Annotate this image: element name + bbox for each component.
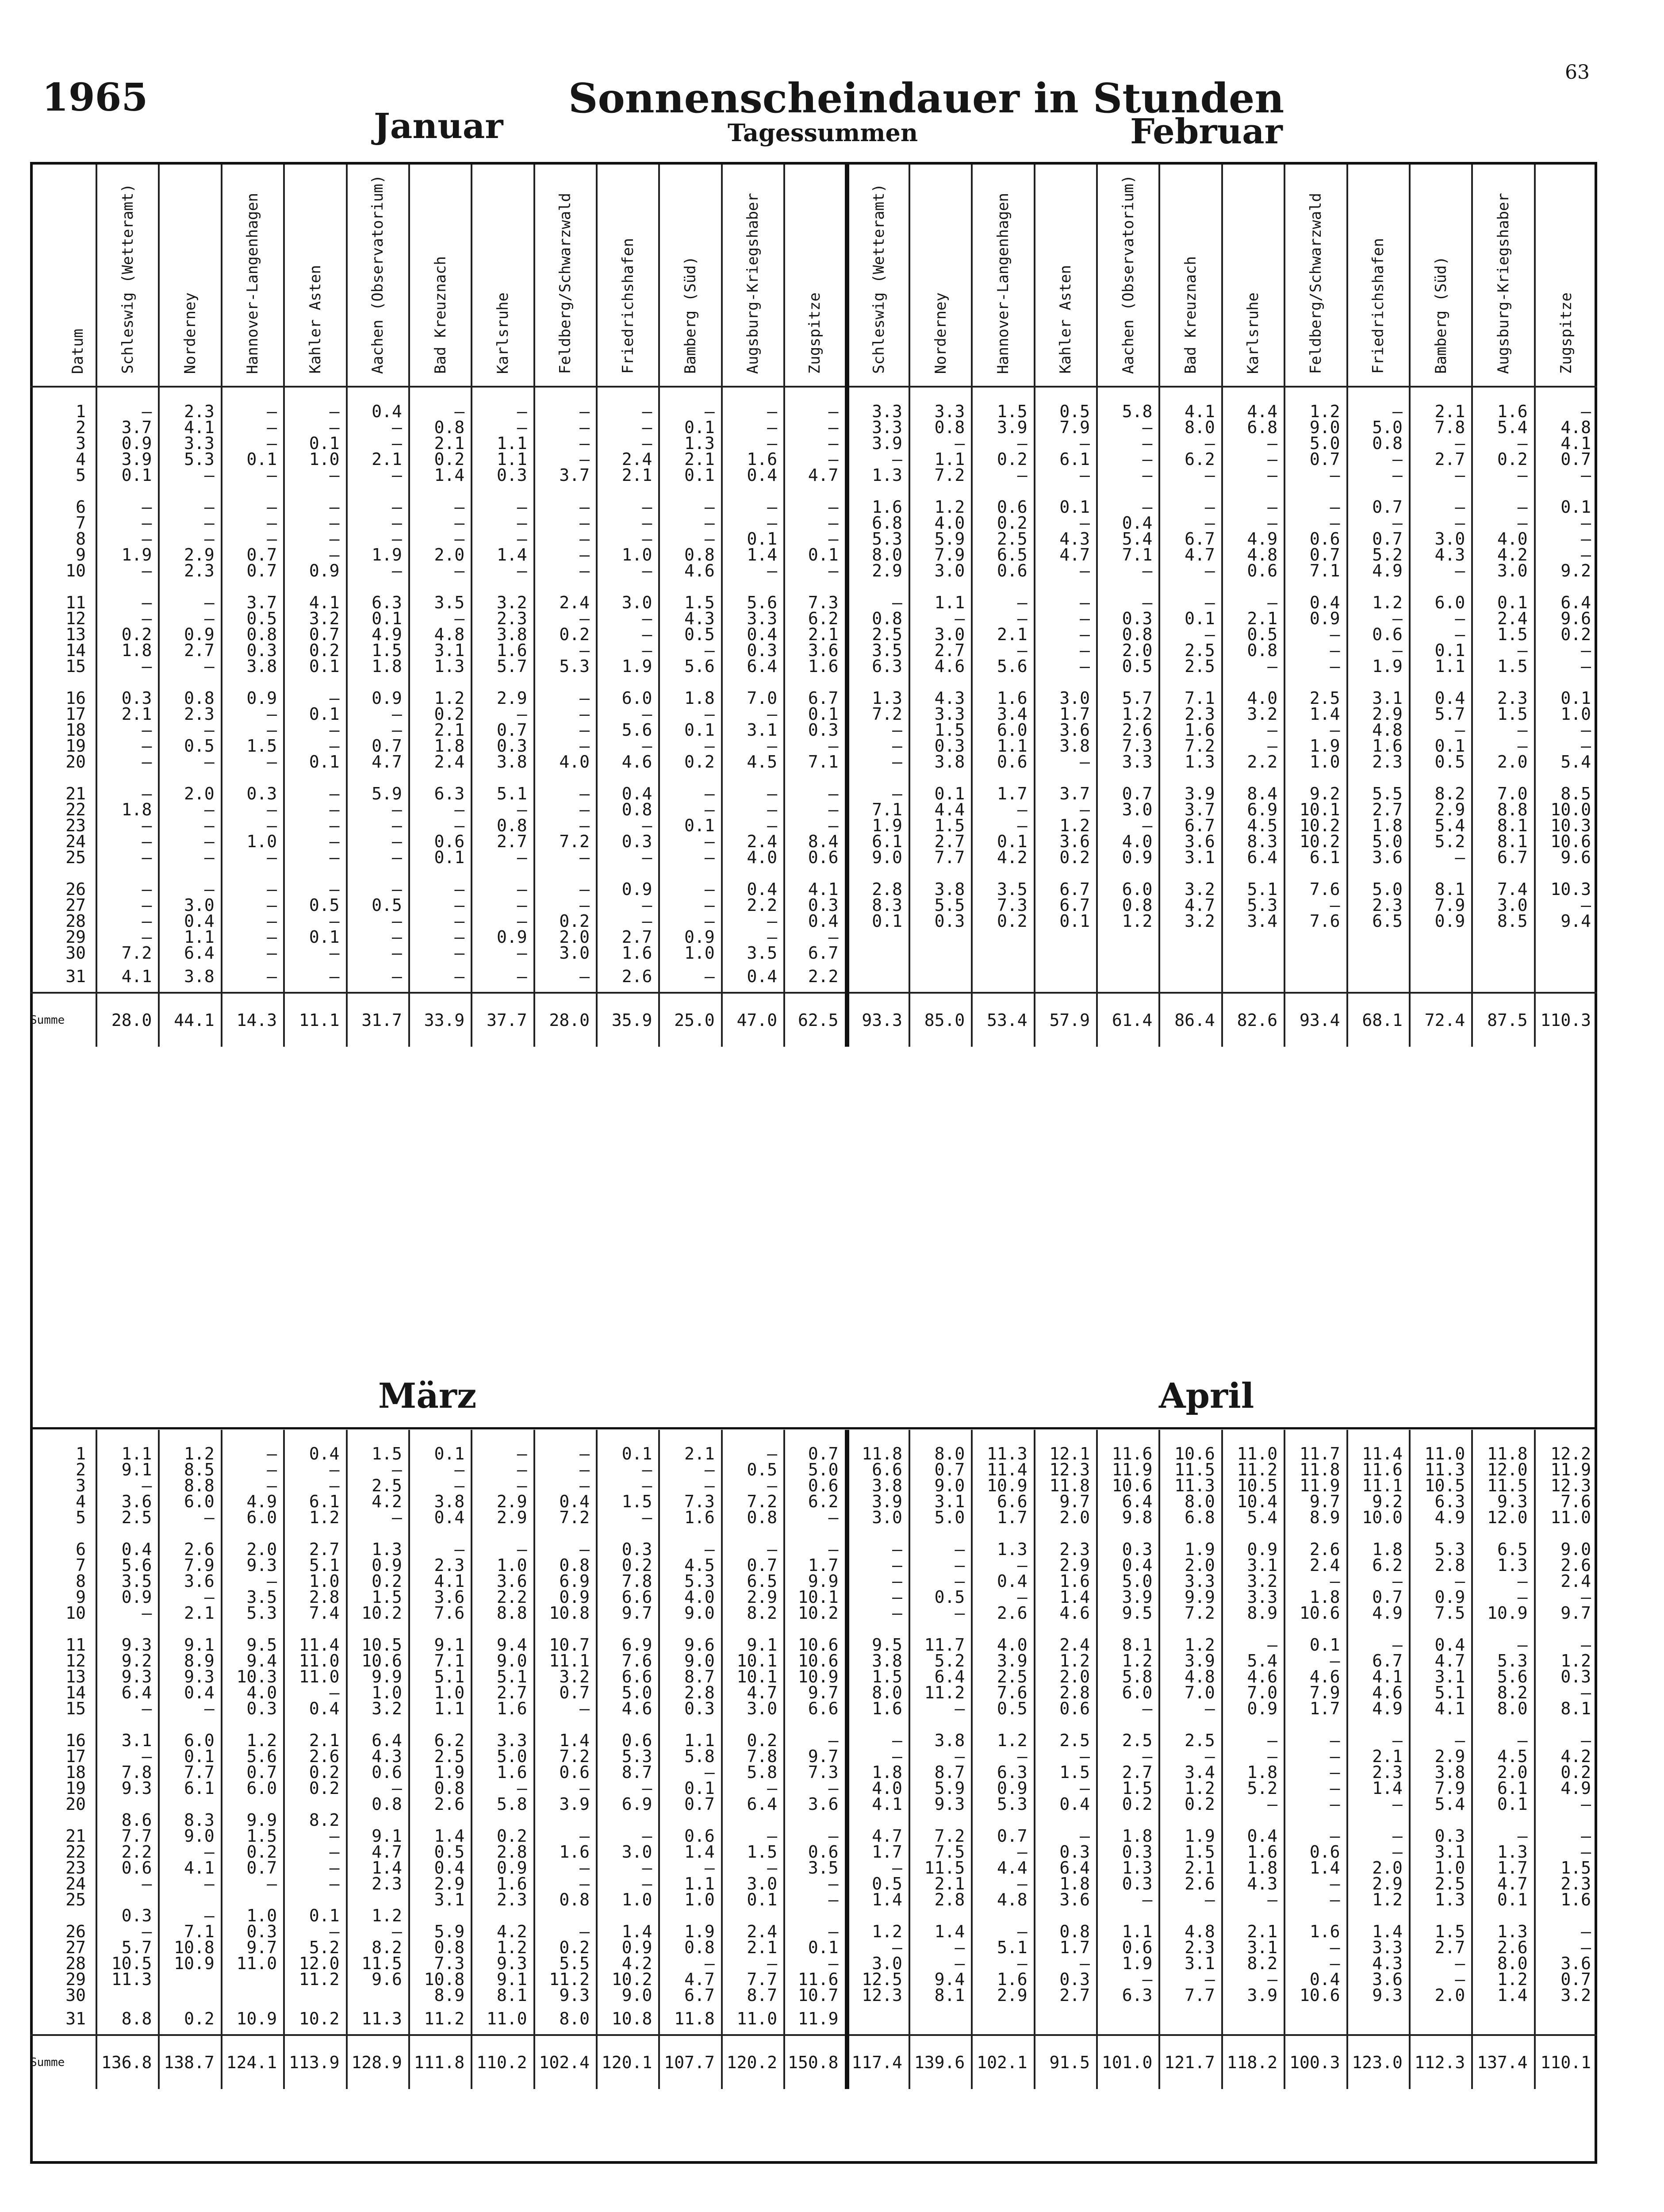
station-daily-values: 11.6 11.9 10.6 6.4 9.8 0.3 0.4 5.0 3.9 9.5 8.1 1.2 5.8 6.0 – 2.5 – 2.7 1.5 0.2 1.8 0.3 1.3 0.3 – 1.1 0.6 1.9 – 6.3 bbox=[1097, 1430, 1159, 2003]
station-header bbox=[222, 165, 284, 387]
station-daily-values: – – – – 4.7 – – – 0.1 – 7.3 6.2 2.1 3.6 1.6 6.7 0.1 0.3 – 7.1 – – – 8.4 0.6 4.1 0.3 0.4 – 6.7 bbox=[784, 387, 847, 961]
station-name: Norderney bbox=[932, 292, 950, 374]
monthly-sum: 139.6 bbox=[909, 2035, 972, 2089]
table-jan-feb bbox=[30, 165, 1597, 1047]
day31-value: 11.0 bbox=[722, 2003, 784, 2035]
day31-value: 10.2 bbox=[284, 2003, 346, 2035]
station-daily-values: – – – 2.4 2.1 – – – 1.0 – 3.0 – – – 1.9 6.0 – 5.6 – 4.6 0.4 0.8 – 0.3 – 0.9 – – 2.7 1.6 bbox=[597, 387, 659, 961]
monthly-sum: 11.1 bbox=[284, 993, 346, 1047]
divider-line bbox=[30, 1427, 1597, 1429]
station-name: Karlsruhe bbox=[494, 292, 512, 374]
day31-value: – bbox=[222, 961, 284, 993]
station-daily-values: 11.0 11.3 10.5 6.3 4.9 5.3 2.8 – 0.9 7.5 0.4 4.7 3.1 5.1 4.1 – 2.9 3.8 7.9 5.4 0.3 3.1 1.0 2.5 1.3 1.5 2.7 – – 2.0 bbox=[1410, 1430, 1472, 2003]
date-label: Datum bbox=[69, 328, 87, 374]
station-daily-values: – 4.8 4.1 0.7 – 0.1 – – – 9.2 6.4 9.6 0.2 – – 0.1 1.0 – – 5.4 8.5 10.0 10.3 10.6 9.6 10.3 – 9.4 bbox=[1535, 387, 1597, 961]
station-daily-values: 3.3 3.3 3.9 – 1.3 1.6 6.8 5.3 8.0 2.9 – 0.8 2.5 3.5 6.3 1.3 7.2 – – – – 7.1 1.9 6.1 9.0 2.8 8.3 0.1 bbox=[847, 387, 909, 961]
station-daily-values: 12.2 11.9 12.3 7.6 11.0 9.0 2.6 2.4 – 9.7 – 1.2 0.3 – 8.1 – 4.2 0.2 4.9 – – – 1.5 2.3 1.6 – – 3.6 0.7 3.2 bbox=[1535, 1430, 1597, 2003]
day31-value: 8.0 bbox=[534, 2003, 597, 2035]
station-daily-values: 3.3 0.8 – 1.1 7.2 1.2 4.0 5.9 7.9 3.0 1.1 – 3.0 2.7 4.6 4.3 3.3 1.5 0.3 3.8 0.1 4.4 1.5 2.7 7.7 3.8 5.5 0.3 bbox=[909, 387, 972, 961]
day31-value bbox=[1535, 2003, 1597, 2035]
day31-value bbox=[972, 2003, 1034, 2035]
station-name: Feldberg/Schwarzwald bbox=[556, 192, 575, 374]
day31-value: 2.6 bbox=[597, 961, 659, 993]
station-name: Kahler Asten bbox=[1057, 265, 1075, 374]
day31-value bbox=[1159, 2003, 1222, 2035]
day31-value: – bbox=[284, 961, 346, 993]
station-header bbox=[1410, 165, 1472, 387]
station-daily-values: 1.6 5.4 – 0.2 – – – 4.0 4.2 3.0 0.1 2.4 1.5 – 1.5 2.3 1.5 – – 2.0 7.0 8.8 8.1 8.1 6.7 7.4 3.0 8.5 bbox=[1472, 387, 1534, 961]
date-column-header bbox=[30, 165, 96, 387]
monthly-sum: 61.4 bbox=[1097, 993, 1159, 1047]
monthly-sum: 87.5 bbox=[1472, 993, 1534, 1047]
monthly-sum: 93.4 bbox=[1284, 993, 1347, 1047]
station-header bbox=[972, 165, 1034, 387]
station-header bbox=[1159, 165, 1222, 387]
station-daily-values: 1.5 3.9 – 0.2 – 0.6 0.2 2.5 6.5 0.6 – – 2.1 – 5.6 1.6 3.4 6.0 1.1 0.6 1.7 – – 0.1 4.2 3.5 7.3 0.2 bbox=[972, 387, 1034, 961]
monthly-sum: 82.6 bbox=[1222, 993, 1284, 1047]
monthly-sum: 14.3 bbox=[222, 993, 284, 1047]
monthly-sum: 120.1 bbox=[597, 2035, 659, 2089]
station-name: Friedrichshafen bbox=[1369, 238, 1388, 374]
monthly-sum: 100.3 bbox=[1284, 2035, 1347, 2089]
monthly-sum-row bbox=[30, 2035, 1597, 2089]
day31-value bbox=[847, 2003, 909, 2035]
daily-values-1-30 bbox=[30, 1430, 1597, 2003]
monthly-sum: 118.2 bbox=[1222, 2035, 1284, 2089]
day31-value: 2.2 bbox=[784, 961, 847, 993]
page-number: 63 bbox=[1565, 61, 1590, 84]
station-daily-values: 4.4 6.8 – – – – – 4.9 4.8 0.6 – 2.1 0.5 0.8 – 4.0 3.2 – – 2.2 8.4 6.9 4.5 8.3 6.4 5.1 5.3 3.4 bbox=[1222, 387, 1284, 961]
station-daily-values: – 0.1 1.3 2.1 0.1 – – – 0.8 4.6 1.5 4.3 0.5 – 5.6 1.8 – 0.1 – 0.2 – – 0.1 – – – – – 0.9 1.0 bbox=[659, 387, 721, 961]
monthly-sum-row bbox=[30, 993, 1597, 1047]
monthly-sum: 101.0 bbox=[1097, 2035, 1159, 2089]
monthly-sum: 28.0 bbox=[96, 993, 159, 1047]
station-daily-values: 12.1 12.3 11.8 9.7 2.0 2.3 2.9 1.6 1.4 4.6 2.4 1.2 2.0 2.8 0.6 2.5 – 1.5 – 0.4 – 0.3 6.4 1.8 3.6 0.8 1.7 – 0.3 2.7 bbox=[1035, 1430, 1097, 2003]
monthly-sum: 35.9 bbox=[597, 993, 659, 1047]
monthly-sum: 136.8 bbox=[96, 2035, 159, 2089]
station-name: Aachen (Observatorium) bbox=[369, 174, 387, 374]
station-name: Karlsruhe bbox=[1244, 292, 1262, 374]
station-name: Augsburg-Kriegshaber bbox=[1494, 192, 1512, 374]
station-daily-values: 10.6 11.5 11.3 8.0 6.8 1.9 2.0 3.3 9.9 7.2 1.2 3.9 4.8 7.0 – 2.5 – 3.4 1.2 0.2 1.9 1.5 2.1 2.6 – 4.8 2.3 3.1 – 7.7 bbox=[1159, 1430, 1222, 2003]
station-name: Bad Kreuznach bbox=[1182, 256, 1200, 374]
station-header bbox=[1035, 165, 1097, 387]
day31-value: – bbox=[347, 961, 409, 993]
station-header bbox=[534, 165, 597, 387]
daily-values-31 bbox=[30, 2003, 1597, 2035]
day-numbers: 1 2 3 4 5 6 7 8 9 10 11 12 13 14 15 16 17 18 19 20 21 22 23 24 25 26 27 28 29 30 bbox=[65, 1444, 86, 2005]
day-numbers: 1 2 3 4 5 6 7 8 9 10 11 12 13 14 15 16 17 18 19 20 21 22 23 24 25 26 27 28 29 30 bbox=[65, 402, 86, 963]
station-header bbox=[784, 165, 847, 387]
station-name: Hannover-Langenhagen bbox=[994, 192, 1012, 374]
day31-value bbox=[1472, 2003, 1534, 2035]
monthly-sum: 121.7 bbox=[1159, 2035, 1222, 2089]
monthly-sum: 31.7 bbox=[347, 993, 409, 1047]
station-daily-values: 5.8 – – – – – 0.4 5.4 7.1 – – 0.3 0.8 2.0 0.5 5.7 1.2 2.6 7.3 3.3 0.7 3.0 – 4.0 0.9 6.0 0.8 1.2 bbox=[1097, 387, 1159, 961]
station-daily-values: 1.2 8.5 8.8 6.0 – 2.6 7.9 3.6 – 2.1 9.1 8.9 9.3 0.4 – 6.0 0.1 7.7 6.1 8.3 9.0 – 4.1 – – 7.1 10.8 10.9 bbox=[159, 1430, 221, 2003]
station-name: Feldberg/Schwarzwald bbox=[1307, 192, 1325, 374]
day31-value: 4.1 bbox=[96, 961, 159, 993]
station-name: Bad Kreuznach bbox=[431, 256, 449, 374]
station-daily-values: 11.3 11.4 10.9 6.6 1.7 1.3 – 0.4 – 2.6 4.0 3.9 2.5 7.6 0.5 1.2 – 6.3 0.9 5.3 0.7 – 4.4 – 4.8 – 5.1 – 1.6 2.9 bbox=[972, 1430, 1034, 2003]
station-header bbox=[159, 165, 221, 387]
monthly-sum: 128.9 bbox=[347, 2035, 409, 2089]
day31-value: 0.2 bbox=[159, 2003, 221, 2035]
station-name: Augsburg-Kriegshaber bbox=[744, 192, 762, 374]
day31-value bbox=[1410, 2003, 1472, 2035]
month-heading-january: Januar bbox=[374, 106, 503, 146]
monthly-sum: 62.5 bbox=[784, 993, 847, 1047]
station-daily-values: 8.0 0.7 9.0 3.1 5.0 – – – 0.5 – 11.7 5.2 6.4 11.2 – 3.8 – 8.7 5.9 9.3 7.2 7.5 11.5 2.1 2.8 1.4 – – 9.4 8.1 bbox=[909, 1430, 972, 2003]
month-heading-april: April bbox=[1159, 1376, 1254, 1416]
day31-value: – bbox=[659, 961, 721, 993]
station-daily-values: 0.1 – – 3.8 0.4 – 2.3 4.1 3.6 7.6 9.1 7.1 5.1 1.0 1.1 6.2 2.5 1.9 0.8 2.6 1.4 0.5 0.4 2.9 3.1 5.9 0.8 7.3 10.8 8.9 bbox=[409, 1430, 472, 2003]
day31-value bbox=[1347, 2003, 1410, 2035]
day31-value bbox=[847, 961, 909, 993]
day31-value: 11.2 bbox=[409, 2003, 472, 2035]
station-header bbox=[659, 165, 721, 387]
station-name: Zugspitze bbox=[1557, 292, 1576, 374]
station-header-row bbox=[30, 165, 1597, 387]
monthly-sum: 37.7 bbox=[472, 993, 534, 1047]
day31-value bbox=[1284, 961, 1347, 993]
year: 1965 bbox=[42, 75, 148, 120]
monthly-sum: 47.0 bbox=[722, 993, 784, 1047]
day31-value bbox=[1097, 2003, 1159, 2035]
monthly-sum: 91.5 bbox=[1035, 2035, 1097, 2089]
station-header bbox=[1347, 165, 1410, 387]
station-header bbox=[472, 165, 534, 387]
station-header bbox=[96, 165, 159, 387]
station-daily-values: 11.0 11.2 10.5 10.4 5.4 0.9 3.1 3.2 3.3 8.9 – 5.4 4.6 7.0 0.9 – – 1.8 5.2 – 0.4 1.6 1.8 4.3 – 2.1 3.1 8.2 – 3.9 bbox=[1222, 1430, 1284, 2003]
station-daily-values: – – – 1.6 0.4 – – 0.1 1.4 – 5.6 3.3 0.4 0.3 6.4 7.0 – 3.1 – 4.5 – – – 2.4 4.0 0.4 2.2 – – 3.5 bbox=[722, 387, 784, 961]
day31-value: 11.3 bbox=[347, 2003, 409, 2035]
monthly-sum: 57.9 bbox=[1035, 993, 1097, 1047]
station-daily-values: 0.7 5.0 0.6 6.2 – – 1.7 9.9 10.1 10.2 10.6 10.6 10.9 9.7 6.6 – 9.7 7.3 – 3.6 – 0.6 3.5 – – – 0.1 – 11.6 10.7 bbox=[784, 1430, 847, 2003]
day31-value bbox=[1159, 961, 1222, 993]
station-daily-values: 1.1 9.1 – 3.6 2.5 0.4 5.6 3.5 0.9 – 9.3 9.2 9.3 6.4 – 3.1 – 7.8 9.3 8.6 7.7 2.2 0.6 – 0.3 – 5.7 10.5 11.3 bbox=[96, 1430, 159, 2003]
station-daily-values: – 5.0 0.8 – – 0.7 – 0.7 5.2 4.9 1.2 – 0.6 – 1.9 3.1 2.9 4.8 1.6 2.3 5.5 2.7 1.8 5.0 3.6 5.0 2.3 6.5 bbox=[1347, 387, 1410, 961]
station-name: Kahler Asten bbox=[306, 265, 324, 374]
station-header bbox=[1222, 165, 1284, 387]
day31-value: – bbox=[409, 961, 472, 993]
month-heading-march: März bbox=[378, 1376, 477, 1416]
day31-value: 8.8 bbox=[96, 2003, 159, 2035]
day31-value: 0.4 bbox=[722, 961, 784, 993]
monthly-sum: 112.3 bbox=[1410, 2035, 1472, 2089]
monthly-sum: 150.8 bbox=[784, 2035, 847, 2089]
station-daily-values: – – – 0.4 7.2 – 0.8 6.9 0.9 10.8 10.7 11.1 3.2 0.7 – 1.4 7.2 0.6 – 3.9 – 1.6 – – 0.8 – 0.2 5.5 11.2 9.3 bbox=[534, 1430, 597, 2003]
monthly-sum: 102.1 bbox=[972, 2035, 1034, 2089]
day31-value bbox=[1347, 961, 1410, 993]
station-header bbox=[847, 165, 909, 387]
daily-values-31 bbox=[30, 961, 1597, 993]
day31-value bbox=[1035, 2003, 1097, 2035]
station-name: Hannover-Langenhagen bbox=[244, 192, 262, 374]
station-daily-values: 2.1 7.8 – 2.7 – – – 3.0 4.3 – 6.0 – – 0.1 1.1 0.4 5.7 – 0.1 0.5 8.2 2.9 5.4 5.2 – 8.1 7.9 0.9 bbox=[1410, 387, 1472, 961]
station-name: Zugspitze bbox=[806, 292, 824, 374]
station-daily-values: 11.8 12.0 11.5 9.3 12.0 6.5 1.3 – – 10.9 – 5.3 5.6 8.2 8.0 – 4.5 2.0 6.1 0.1 – 1.3 1.7 4.7 0.1 1.3 2.6 8.0 1.2 1.4 bbox=[1472, 1430, 1534, 2003]
monthly-sum: 33.9 bbox=[409, 993, 472, 1047]
station-header bbox=[1472, 165, 1534, 387]
monthly-sum: 117.4 bbox=[847, 2035, 909, 2089]
monthly-sum: 102.4 bbox=[534, 2035, 597, 2089]
station-daily-values: – 0.8 2.1 0.2 1.4 – – – 2.0 – 3.5 – 4.8 3.1 1.3 1.2 0.2 2.1 1.8 2.4 6.3 – – 0.6 0.1 – – – – – bbox=[409, 387, 472, 961]
day31-value bbox=[1284, 2003, 1347, 2035]
day31-value bbox=[1222, 961, 1284, 993]
station-name: Aachen (Observatorium) bbox=[1119, 174, 1137, 374]
monthly-sum: 123.0 bbox=[1347, 2035, 1410, 2089]
station-daily-values: 2.1 – – 7.3 1.6 – 4.5 5.3 4.0 9.0 9.6 9.0 8.7 2.8 0.3 1.1 5.8 – 0.1 0.7 0.6 1.4 – 1.1 1.0 1.9 0.8 – 4.7 6.7 bbox=[659, 1430, 721, 2003]
monthly-sum: 53.4 bbox=[972, 993, 1034, 1047]
day31-value bbox=[1535, 961, 1597, 993]
day-number-31: 31 bbox=[65, 2009, 86, 2028]
station-header bbox=[347, 165, 409, 387]
monthly-sum: 110.3 bbox=[1535, 993, 1597, 1047]
page-subtitle: Tagessummen bbox=[728, 119, 918, 147]
monthly-sum: 86.4 bbox=[1159, 993, 1222, 1047]
station-daily-values: 4.1 8.0 – 6.2 – – – 6.7 4.7 – – 0.1 – 2.5 2.5 7.1 2.3 1.6 7.2 1.3 3.9 3.7 6.7 3.6 3.1 3.2 4.7 3.2 bbox=[1159, 387, 1222, 961]
station-daily-values: 11.7 11.8 11.9 9.7 8.9 2.6 2.4 – 1.8 10.6 0.1 – 4.6 7.9 1.7 – – – – – – 0.6 1.4 – – 1.6 – – 0.4 10.6 bbox=[1284, 1430, 1347, 2003]
station-header bbox=[409, 165, 472, 387]
sum-label: Summe bbox=[30, 2035, 96, 2089]
monthly-sum: 68.1 bbox=[1347, 993, 1410, 1047]
station-daily-values: 11.4 11.6 11.1 9.2 10.0 1.8 6.2 – 0.7 4.9 – 6.7 4.1 4.6 4.9 – 2.1 2.3 1.4 – – – 2.0 2.9 1.2 1.4 3.3 4.3 3.6 9.3 bbox=[1347, 1430, 1410, 2003]
monthly-sum: 113.9 bbox=[284, 2035, 346, 2089]
monthly-sum: 138.7 bbox=[159, 2035, 221, 2089]
station-daily-values: – – – 0.1 – – – – 0.7 0.7 3.7 0.5 0.8 0.3 3.8 0.9 – – 1.5 – 0.3 – – 1.0 – – – – – – bbox=[222, 387, 284, 961]
day31-value bbox=[1097, 961, 1159, 993]
station-name: Bamberg (Süd) bbox=[1432, 256, 1450, 374]
station-header bbox=[1535, 165, 1597, 387]
station-daily-values: 1.5 – 2.5 4.2 – 1.3 0.9 0.2 1.5 10.2 10.5 10.6 9.9 1.0 3.2 6.4 4.3 0.6 – 0.8 9.1 4.7 1.4 2.3 1.2 – 8.2 11.5 9.6 bbox=[347, 1430, 409, 2003]
day31-value: 10.9 bbox=[222, 2003, 284, 2035]
day31-value bbox=[1472, 961, 1534, 993]
table-mar-apr bbox=[30, 1430, 1597, 2089]
station-daily-values: – 3.7 0.9 3.9 0.1 – – – 1.9 – – – 0.2 1.8 – 0.3 2.1 – – – – 1.8 – – – – – – – 7.2 bbox=[96, 387, 159, 961]
station-name: Schleswig (Wetteramt) bbox=[119, 184, 137, 374]
monthly-sum: 72.4 bbox=[1410, 993, 1472, 1047]
station-name: Friedrichshafen bbox=[619, 238, 637, 374]
monthly-sum: 25.0 bbox=[659, 993, 721, 1047]
day31-value: 10.8 bbox=[597, 2003, 659, 2035]
day31-value: 3.8 bbox=[159, 961, 221, 993]
day31-value bbox=[1410, 961, 1472, 993]
station-daily-values: – – – 2.9 2.9 – 1.0 3.6 2.2 8.8 9.4 9.0 5.1 2.7 1.6 3.3 5.0 1.6 – 5.8 0.2 2.8 0.9 1.6 2.3 4.2 1.2 9.3 9.1 8.1 bbox=[472, 1430, 534, 2003]
monthly-sum: 107.7 bbox=[659, 2035, 721, 2089]
station-daily-values: 11.8 6.6 3.8 3.9 3.0 – – – – – 9.5 3.8 1.5 8.0 1.6 – – 1.8 4.0 4.1 4.7 1.7 – 0.5 1.4 1.2 – 3.0 12.5 12.3 bbox=[847, 1430, 909, 2003]
day-number-31: 31 bbox=[65, 967, 86, 986]
monthly-sum: 124.1 bbox=[222, 2035, 284, 2089]
station-header bbox=[909, 165, 972, 387]
station-daily-values: – – – – 3.7 – – – – – 2.4 – 0.2 – 5.3 – – – – 4.0 – – – 7.2 – – – 0.2 2.0 3.0 bbox=[534, 387, 597, 961]
day31-value bbox=[972, 961, 1034, 993]
station-daily-values: 0.5 7.9 – 6.1 – 0.1 – 4.3 4.7 – – – – – – 3.0 1.7 3.6 3.8 – 3.7 – 1.2 3.6 0.2 6.7 6.7 0.1 bbox=[1035, 387, 1097, 961]
daily-values-1-30 bbox=[30, 387, 1597, 961]
station-header bbox=[1284, 165, 1347, 387]
monthly-sum: 93.3 bbox=[847, 993, 909, 1047]
station-daily-values: – 0.5 – 7.2 0.8 – 0.7 6.5 2.9 8.2 9.1 10.1 10.1 4.7 3.0 0.2 7.8 5.8 – 6.4 – 1.5 – 3.0 0.1 2.4 2.1 – 7.7 8.7 bbox=[722, 1430, 784, 2003]
monthly-sum: 44.1 bbox=[159, 993, 221, 1047]
day31-value: 11.0 bbox=[472, 2003, 534, 2035]
station-daily-values: 0.1 – – 1.5 – 0.3 0.2 7.8 6.6 9.7 6.9 7.6 6.6 5.0 4.6 0.6 5.3 8.7 – 6.9 – 3.0 – – 1.0 1.4 0.9 4.2 10.2 9.0 bbox=[597, 1430, 659, 2003]
day31-value bbox=[909, 961, 972, 993]
monthly-sum: 110.1 bbox=[1535, 2035, 1597, 2089]
day31-value: – bbox=[534, 961, 597, 993]
station-header bbox=[722, 165, 784, 387]
month-heading-february: Februar bbox=[1130, 111, 1283, 152]
monthly-sum: 120.2 bbox=[722, 2035, 784, 2089]
station-daily-values: 1.2 9.0 5.0 0.7 – – – 0.6 0.7 7.1 0.4 0.9 – – – 2.5 1.4 – 1.9 1.0 9.2 10.1 10.2 10.2 6.1 7.6 – 7.6 bbox=[1284, 387, 1347, 961]
station-daily-values: – – 0.1 1.0 – – – – – 0.9 4.1 3.2 0.7 0.2 0.1 – 0.1 – – 0.1 – – – – – – 0.5 – 0.1 – bbox=[284, 387, 346, 961]
day31-value bbox=[909, 2003, 972, 2035]
station-header bbox=[1097, 165, 1159, 387]
station-name: Norderney bbox=[181, 292, 199, 374]
day31-value bbox=[1222, 2003, 1284, 2035]
day31-value: 11.8 bbox=[659, 2003, 721, 2035]
monthly-sum: 85.0 bbox=[909, 993, 972, 1047]
station-header bbox=[597, 165, 659, 387]
station-daily-values: 0.4 – – 6.1 1.2 2.7 5.1 1.0 2.8 7.4 11.4 11.0 11.0 – 0.4 2.1 2.6 0.2 0.2 8.2 – – – – 0.1 – 5.2 12.0 11.2 bbox=[284, 1430, 346, 2003]
day31-value bbox=[1035, 961, 1097, 993]
sum-label: Summe bbox=[30, 993, 96, 1047]
station-name: Schleswig (Wetteramt) bbox=[870, 184, 888, 374]
page-title: Sonnenscheindauer in Stunden bbox=[568, 74, 1284, 122]
day31-value: – bbox=[472, 961, 534, 993]
station-name: Bamberg (Süd) bbox=[682, 256, 700, 374]
station-daily-values: – – – 4.9 6.0 2.0 9.3 – 3.5 5.3 9.5 9.4 10.3 4.0 0.3 1.2 5.6 0.7 6.0 9.9 1.5 0.2 0.7 – 1.0 0.3 9.7 11.0 bbox=[222, 1430, 284, 2003]
station-daily-values: 2.3 4.1 3.3 5.3 – – – – 2.9 2.3 – – 0.9 2.7 – 0.8 2.3 – 0.5 – 2.0 – – – – – 3.0 0.4 1.1 6.4 bbox=[159, 387, 221, 961]
station-daily-values: – – 1.1 1.1 0.3 – – – 1.4 – 3.2 2.3 3.8 1.6 5.7 2.9 – 0.7 0.3 3.8 5.1 – 0.8 2.7 – – – – 0.9 – bbox=[472, 387, 534, 961]
monthly-sum: 137.4 bbox=[1472, 2035, 1534, 2089]
station-header bbox=[284, 165, 346, 387]
day31-value: 11.9 bbox=[784, 2003, 847, 2035]
monthly-sum: 111.8 bbox=[409, 2035, 472, 2089]
monthly-sum: 28.0 bbox=[534, 993, 597, 1047]
monthly-sum: 110.2 bbox=[472, 2035, 534, 2089]
station-daily-values: 0.4 – – 2.1 – – – – 1.9 – 6.3 0.1 4.9 1.5 1.8 0.9 – – 0.7 4.7 5.9 – – – – – 0.5 – – – bbox=[347, 387, 409, 961]
